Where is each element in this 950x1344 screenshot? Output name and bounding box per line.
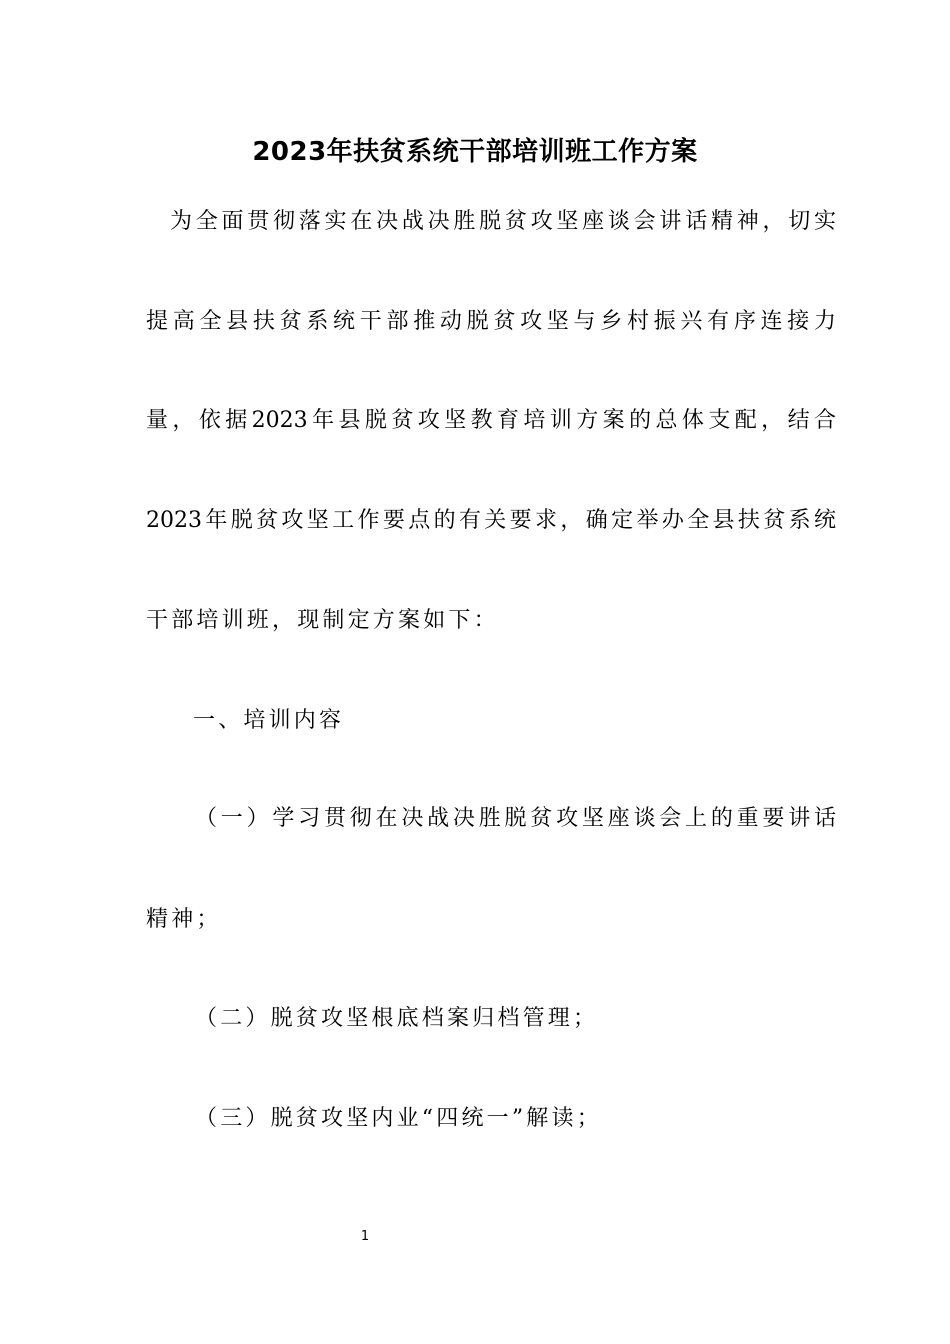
list-item-2: （二）脱贫攻坚根底档案归档管理； [195,1006,599,1031]
list-item-1-line-2: 精神； [146,907,222,932]
page-number: 1 [360,1229,370,1244]
intro-line-2: 提高全县扶贫系统干部推动脱贫攻坚与乡村振兴有序连接力 [146,309,836,334]
intro-line-3: 量，依据2023年县脱贫攻坚教育培训方案的总体支配，结合 [146,408,836,433]
list-item-3: （三）脱贫攻坚内业“四统一”解读； [195,1106,602,1131]
document-title: 2023年扶贫系统干部培训班工作方案 [252,137,698,167]
intro-line-4: 2023年脱贫攻坚工作要点的有关要求，确定举办全县扶贫系统 [146,508,836,533]
list-item-1-line-1: （一）学习贯彻在决战决胜脱贫攻坚座谈会上的重要讲话 [195,806,836,831]
intro-line-5: 干部培训班，现制定方案如下： [146,608,499,633]
section-heading: 一、培训内容 [193,708,345,733]
intro-line-1: 为全面贯彻落实在决战决胜脱贫攻坚座谈会讲话精神，切实 [170,209,836,234]
